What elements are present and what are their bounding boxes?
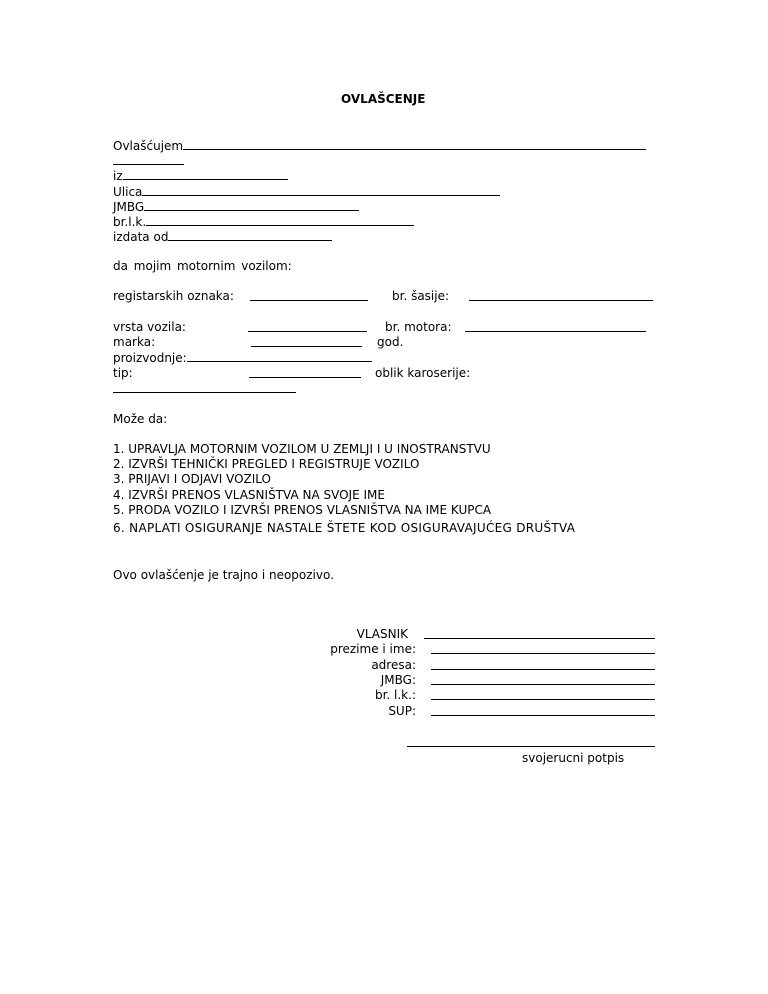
vlasnik-blank[interactable] bbox=[424, 627, 655, 639]
br-motora-blank[interactable] bbox=[465, 320, 646, 332]
prezime-ime-blank[interactable] bbox=[431, 642, 655, 654]
prezime-ime-label: prezime i ime: bbox=[330, 642, 416, 656]
vehicle-intro: da mojim motornim vozilom: bbox=[113, 259, 292, 273]
br-sasije-label: br. šasije: bbox=[392, 289, 450, 303]
document-title: OVLAŠCENJE bbox=[341, 92, 426, 106]
vlasnik-label: VLASNIK bbox=[356, 627, 408, 641]
ulica-blank[interactable] bbox=[142, 184, 500, 196]
brlk-label: br.l.k. bbox=[113, 215, 147, 229]
ovlascujem-blank-2[interactable] bbox=[113, 153, 184, 165]
ulica-label: Ulica bbox=[113, 185, 143, 199]
permission-item: 3. PRIJAVI I ODJAVI VOZILO bbox=[113, 472, 271, 486]
god-label: god. bbox=[377, 335, 404, 349]
proizvodnje-line bbox=[113, 350, 372, 366]
adresa-label: adresa: bbox=[371, 658, 416, 672]
iz-line bbox=[113, 168, 288, 184]
owner-jmbg-blank[interactable] bbox=[431, 673, 655, 685]
tip-blank[interactable] bbox=[249, 366, 361, 378]
tip-label: tip: bbox=[113, 366, 133, 380]
vrsta-vozila-blank[interactable] bbox=[248, 320, 367, 332]
brlk-blank[interactable] bbox=[146, 214, 414, 226]
owner-brlk-blank[interactable] bbox=[431, 688, 655, 700]
ulica-line bbox=[113, 184, 500, 200]
iz-label: iz bbox=[113, 169, 123, 183]
permission-item: 5. PRODA VOZILO I IZVRŠI PRENOS VLASNIŠTVA NA IME KUPCA bbox=[113, 503, 492, 517]
ovlascujem-continuation bbox=[113, 153, 184, 169]
oblik-karoserije-label: oblik karoserije: bbox=[375, 366, 471, 380]
ovlascujem-blank[interactable] bbox=[183, 138, 646, 150]
owner-jmbg-label: JMBG: bbox=[380, 673, 416, 687]
owner-brlk-label: br. l.k.: bbox=[374, 688, 416, 702]
adresa-blank[interactable] bbox=[431, 658, 655, 670]
br-sasije-blank[interactable] bbox=[469, 289, 653, 301]
reg-oznaka-blank[interactable] bbox=[250, 289, 368, 301]
proizvodnje-label: proizvodnje: bbox=[113, 351, 187, 365]
moze-da-label: Može da: bbox=[113, 412, 168, 426]
jmbg-line bbox=[113, 199, 359, 215]
permanent-statement: Ovo ovlašćenje je trajno i neopozivo. bbox=[113, 568, 334, 582]
izdata-blank[interactable] bbox=[168, 229, 332, 241]
signature-label: svojerucni potpis bbox=[522, 751, 625, 765]
marka-blank[interactable] bbox=[251, 335, 362, 347]
iz-blank[interactable] bbox=[123, 168, 288, 180]
sup-blank[interactable] bbox=[431, 704, 655, 716]
vrsta-vozila-label: vrsta vozila: bbox=[113, 320, 186, 334]
br-motora-label: br. motora: bbox=[385, 320, 452, 334]
permission-item: 4. IZVRŠI PRENOS VLASNIŠTVA NA SVOJE IME bbox=[113, 488, 385, 502]
proizvodnje-blank[interactable] bbox=[187, 350, 372, 362]
jmbg-blank[interactable] bbox=[144, 199, 359, 211]
reg-oznaka-label: registarskih oznaka: bbox=[113, 289, 234, 303]
permission-item: 1. UPRAVLJA MOTORNIM VOZILOM U ZEMLJI I U INOSTRANSTVU bbox=[113, 442, 491, 456]
permission-item: 2. IZVRŠI TEHNIČKI PREGLED I REGISTRUJE VOZILO bbox=[113, 457, 420, 471]
ovlascujem-line bbox=[113, 138, 646, 154]
izdata-line bbox=[113, 229, 332, 245]
marka-label: marka: bbox=[113, 335, 156, 349]
signature-line[interactable] bbox=[407, 735, 655, 747]
permission-item: 6. NAPLATI OSIGURANJE NASTALE ŠTETE KOD OSIGURAVAJUĆEG DRUŠTVA bbox=[113, 521, 576, 535]
brlk-line bbox=[113, 214, 414, 230]
sup-label: SUP: bbox=[388, 704, 416, 718]
izdata-label: izdata od bbox=[113, 230, 169, 244]
jmbg-label: JMBG bbox=[113, 200, 145, 214]
oblik-karoserije-blank[interactable] bbox=[113, 381, 296, 393]
ovlascujem-label: Ovlašćujem bbox=[113, 139, 184, 153]
